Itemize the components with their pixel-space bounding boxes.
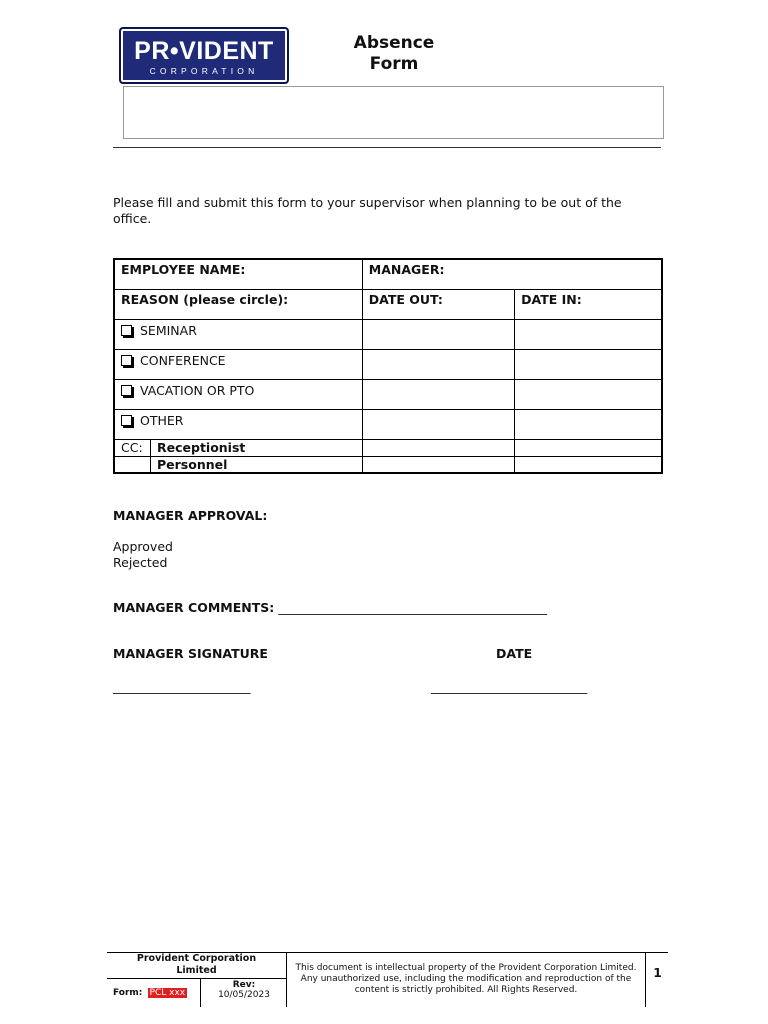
date-in-cell[interactable] xyxy=(515,349,662,379)
date-in-cell[interactable] xyxy=(515,409,662,439)
reason-conference xyxy=(114,349,362,379)
checkbox-icon[interactable] xyxy=(121,385,132,396)
table-row xyxy=(114,259,662,289)
manager-approval-label: MANAGER APPROVAL: xyxy=(113,508,268,523)
footer-company-line-2: Limited xyxy=(176,965,217,976)
signature-line[interactable]: ______________________ xyxy=(113,679,251,694)
footer-form-code: PCL xxx xyxy=(149,988,186,998)
logo-subtitle: CORPORATION xyxy=(149,66,259,76)
title-line-1: Absence xyxy=(353,33,435,53)
date-in-cell[interactable] xyxy=(515,439,662,456)
date-in-cell[interactable] xyxy=(515,319,662,349)
footer-notice: This document is intellectual property of the Provident Corporation Limited. Any unauthorized use, including the modification and reproduction of the content is strictly prohibited. All Rights Reserved. xyxy=(295,963,637,995)
manager-label: MANAGER: xyxy=(368,262,445,277)
footer-company xyxy=(107,953,286,979)
footer-company-block xyxy=(107,953,287,1007)
checkbox-icon[interactable] xyxy=(121,415,132,426)
date-out-header xyxy=(362,289,514,319)
footer-form-label: Form: xyxy=(113,988,143,998)
absence-form-table xyxy=(113,258,663,474)
footer-rev-label: Rev: xyxy=(232,980,256,990)
manager-signature-label: MANAGER SIGNATURE xyxy=(113,646,268,661)
checkbox-icon[interactable] xyxy=(121,355,132,366)
reason-label: REASON (please circle): xyxy=(121,291,289,307)
employee-name-field[interactable] xyxy=(114,259,362,289)
manager-comments-row xyxy=(113,600,547,616)
footer-company-line-1: Provident Corporation xyxy=(136,953,257,964)
table-row xyxy=(114,289,662,319)
reason-label-conference: CONFERENCE xyxy=(140,352,226,368)
footer-rev-date: 10/05/2023 xyxy=(218,990,270,1000)
logo-wordmark: PR•VIDENT xyxy=(134,37,274,65)
table-row xyxy=(114,319,662,349)
table-row xyxy=(114,379,662,409)
cc-receptionist xyxy=(114,439,362,456)
cc-personnel xyxy=(114,456,362,473)
reason-label-seminar: SEMINAR xyxy=(140,322,197,338)
table-row xyxy=(114,456,662,473)
table-row xyxy=(114,439,662,456)
provident-logo xyxy=(119,27,289,84)
reason-other xyxy=(114,409,362,439)
date-in-cell[interactable] xyxy=(515,379,662,409)
document-footer xyxy=(107,952,668,1007)
page-number: 1 xyxy=(645,953,669,1007)
reason-vacation xyxy=(114,379,362,409)
date-out-cell[interactable] xyxy=(362,456,514,473)
cc-name-receptionist: Receptionist xyxy=(157,439,246,455)
date-in-cell[interactable] xyxy=(515,456,662,473)
reason-label-vacation: VACATION OR PTO xyxy=(140,382,255,398)
footer-revision xyxy=(202,980,286,1000)
table-row xyxy=(114,409,662,439)
reason-header xyxy=(114,289,362,319)
manager-comments-label: MANAGER COMMENTS: xyxy=(113,600,275,615)
date-out-cell[interactable] xyxy=(362,349,514,379)
employee-name-label: EMPLOYEE NAME: xyxy=(121,262,246,277)
date-in-header xyxy=(515,289,662,319)
cc-label: CC: xyxy=(115,440,151,456)
title-line-2: Form xyxy=(369,54,419,74)
date-label: DATE xyxy=(496,646,533,661)
date-in-label: DATE IN: xyxy=(521,291,582,307)
reason-label-other: OTHER xyxy=(140,412,184,428)
header-blank-box xyxy=(123,86,664,139)
date-out-label: DATE OUT: xyxy=(368,291,443,307)
page-title xyxy=(330,33,458,75)
date-out-cell[interactable] xyxy=(362,439,514,456)
table-row xyxy=(114,349,662,379)
footer-form xyxy=(107,979,201,1007)
approval-option-approved[interactable]: Approved xyxy=(113,539,173,554)
approval-option-rejected[interactable]: Rejected xyxy=(113,555,168,570)
date-out-cell[interactable] xyxy=(362,379,514,409)
intro-text: Please fill and submit this form to your supervisor when planning to be out of the office. xyxy=(113,195,622,226)
cc-name-personnel: Personnel xyxy=(157,456,228,472)
reason-seminar xyxy=(114,319,362,349)
manager-comments-line[interactable]: ___________________________________________ xyxy=(278,600,547,615)
date-out-cell[interactable] xyxy=(362,409,514,439)
date-out-cell[interactable] xyxy=(362,319,514,349)
manager-field[interactable] xyxy=(362,259,662,289)
header-divider xyxy=(113,147,661,148)
checkbox-icon[interactable] xyxy=(121,325,132,336)
date-line[interactable]: _________________________ xyxy=(431,679,588,694)
cc-label-spacer xyxy=(115,457,151,473)
